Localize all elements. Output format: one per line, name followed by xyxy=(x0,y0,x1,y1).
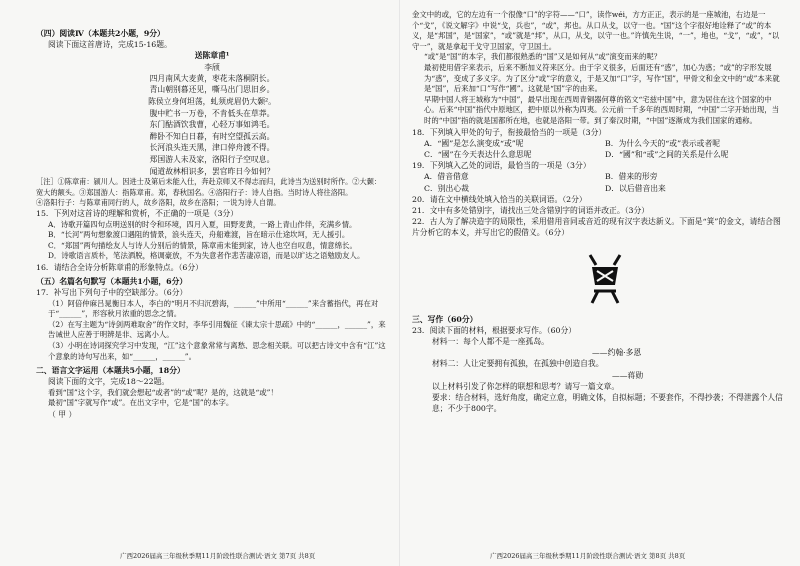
poem-line: 醉卧不知白日暮，有时空望孤云高。 xyxy=(149,131,275,141)
right-page-footer: 广西2026届高三年级秋季期11月阶段性联合测试·语文 第8页 共8页 xyxy=(490,552,686,560)
section2-title: 二、语言文字运用（本题共5小题，18分） xyxy=(36,366,185,376)
section2-intro: 阅读下面的文字，完成18～22题。 xyxy=(48,377,170,387)
q15-option-b: B．“长河”两句想象渡口遇阻的情景，浪头连天，舟船难渡，旨在暗示仕途坎坷，无人援引。 xyxy=(48,230,350,240)
poem-body xyxy=(36,73,388,177)
passage-line: 看到“国”这个字，我们就会想起“或者”的“或”呢？是的，这就是“或”！ xyxy=(48,387,278,397)
writing-requirements: 要求：结合材料，选好角度，确定立意，明确文体，自拟标题；不要套作，不得抄袭；不得泄露个人信息；不少于800字。 xyxy=(432,392,783,414)
poem-note: ［注］①陈章甫：颍川人。因进士及第后未能入仕，奔赴京师又不得志而归，此诗当为送别时所作。②大颡：宽大的额头。③郑国游人：指陈章甫。郑，春秋国名。④洛阳行子：诗人自指。当时诗人将往洛阳。 xyxy=(36,177,382,197)
poem-line: 青山朝别暮还见，嘶马出门思旧乡。 xyxy=(149,85,275,95)
q19-option-a: A．借音借意 xyxy=(424,172,469,182)
question-23: 23．阅读下面的材料，根据要求写作。（60分） xyxy=(412,325,577,335)
material-2-source: ——蒋勋 xyxy=(612,370,644,380)
q17-part-3: （3）小明在诗词探究学习中发现，“江”这个意象常常与离愁、思念相关联。可以把古诗文中含有“江”这个意象的诗句写出来，如“______，______”。 xyxy=(48,340,386,361)
q19-options-row xyxy=(412,183,786,194)
writing-prompt: 以上材料引发了你怎样的联想和思考？请写一篇文章。 xyxy=(432,381,620,391)
poem-line: 腹中贮书一万卷，不肯低头在草莽。 xyxy=(149,108,275,118)
q17-part-2: （2）在写主题为“诗剑两难取舍”的作文时，李华引用魏征《谏太宗十思疏》中的“______，______”，来告诫世人应善于明辨是非、远离小人。 xyxy=(48,319,386,340)
q18-options-row xyxy=(412,149,786,160)
passage-line: 最初“国”字就写作“或”。在出文字中，它是“国”的本字。 xyxy=(48,398,234,408)
poem-line: 东门酤酒饮我曹，心轻万事如鸿毛。 xyxy=(149,120,275,130)
question-21: 21．文中有多处错别字，请找出三处含错别字的词语并改正。（3分） xyxy=(412,205,650,215)
section5-title: （五）名篇名句默写（本题共1小题，6分） xyxy=(36,277,188,287)
question-15: 15．下列对这首诗的理解和赏析，不正确的一项是（3分） xyxy=(36,209,239,219)
q19-options-row xyxy=(412,171,786,182)
q18-option-b: B．为什么今天的“或”表示或者呢 xyxy=(605,138,721,148)
question-22: 22．古人为了解决造字的局限性，采用借用音同或音近的现有汉字表达新义。下面是“箕”的金文，请结合图片分析它的本义，并写出它的假借义。（6分） xyxy=(412,217,781,238)
poem-note: ④洛阳行子：与陈章甫同行的人，故乡洛阳，故乡在洛阳；一说为诗人自谓。 xyxy=(36,197,281,207)
q15-option-c: C．“郑国”两句描绘友人与诗人分别后的情景，陈章甫未能到家，诗人也空自叹息，情意绵长。 xyxy=(48,240,357,250)
poem-line: 郑国游人未及家，洛阳行子空叹息。 xyxy=(149,154,275,164)
passage-paragraph: 最初使用借字来表示，后来不断加义符来区分。由于字义很多，后面还有“惑”，加心为惑；“或”的字形发展为“惑”，变成了多义字。为了区分“或”字的意义，于是又加“口”字，写作“国”，甲骨文和金文中的“或”本来就是“国”，后来加“口”写作“國”。这就是“国”字的由来。 xyxy=(424,62,780,94)
section4-intro: 阅读下面这首唐诗，完成15-16题。 xyxy=(48,40,172,50)
question-20: 20．请在文中横线处填入恰当的关联词语。（2分） xyxy=(412,194,587,204)
poem-line: 四月南风大麦黄，枣花未落桐阴长。 xyxy=(149,73,275,83)
poem-line: 闻道故林相识多，罢官昨日今如何？ xyxy=(149,166,275,176)
passage-paragraph: 早期中国人将王城称为“中国”，最早出现在西周青铜器何尊的铭文“宅兹中国”中，意为居住在这个国家的中心。后来“中国”指代中原地区，把中原以外称为四夷。公元前一千多年的西周时期，“中国”二字开始出现，当时的“中国”指的就是国都所在地，也就是洛阳一带。到了秦汉时期，“中国”逐渐成为我们国家的通称。 xyxy=(424,94,780,125)
poem-title: 送陈章甫¹ xyxy=(194,51,230,61)
q17-part-1: （1）阿倍仲麻吕晁衡日本人，李白的“明月不归沉碧海，______”中所用“______”来含蓄指代，再在对于“______”，形容秋月浓重的思念之情。 xyxy=(48,298,379,319)
passage-paragraph: 金文中的或，它的左边有一个很像“口”的字符——“口”，读作wéi，方方正正，表示的是一座城池，右边是一个“戈”，《说文解字》中说“戈，兵也”，“或”，邦也。从口从戈，以守一也。“国”这个字很好地诠释了“或”的本义，是“邦国”，是“国家”，“或”就是“邦”，从口，从戈，以守一也。”许慎先生说，“一”，地也，“戈”，“或”，“以守一”，就是拿起干戈守卫国家，守卫国土。 xyxy=(412,10,780,51)
right-page xyxy=(400,0,800,566)
question-19: 19．下列填入乙处的词语，最恰当的一项是（3分） xyxy=(412,161,591,171)
q15-option-a: A．诗歌开篇四句点明送别的时令和环境，四月入夏，田野麦黄，一路上青山作伴，充满乡情。 xyxy=(48,219,357,229)
q19-option-d: D．以后借音出来 xyxy=(605,183,666,193)
q19-option-b: B．借来的形旁 xyxy=(605,172,658,182)
material-2: 材料二：人让定要拥有孤独，在孤独中创造自我。 xyxy=(432,359,604,369)
bronze-script-glyph-image xyxy=(584,251,626,307)
q18-option-d: D．“國”和“或”之间的关系是什么呢 xyxy=(605,149,729,159)
question-18: 18．下列填入甲处的句子，衔接最恰当的一项是（3分） xyxy=(412,127,607,137)
q18-option-c: C．“國”在今天表达什么意思呢 xyxy=(424,149,532,159)
blank-jia: （ 甲 ） xyxy=(48,409,77,419)
question-16: 16．请结合全诗分析陈章甫的形象特点。（6分） xyxy=(36,262,203,272)
question-17: 17．补写出下列句子中的空缺部分。（6分） xyxy=(36,288,188,298)
passage-paragraph: “或”是“国”的本字，我们都很熟悉的“国”又是如何从“或”演变而来的呢？ xyxy=(424,52,662,62)
material-1: 材料一：每个人都不是一座孤岛。 xyxy=(432,336,549,346)
section3-title: 三、写作（60分） xyxy=(412,314,478,324)
left-page-footer: 广西2026届高三年级秋季期11月阶段性联合测试·语文 第7页 共8页 xyxy=(120,552,316,560)
q19-option-c: C．别出心裁 xyxy=(424,183,469,193)
poem-author: 李颀 xyxy=(204,62,220,72)
q18-options-row xyxy=(412,138,786,149)
material-1-source: ——约翰·多恩 xyxy=(592,348,642,358)
section4-title: （四）阅读Ⅳ（本题共2小题，9分） xyxy=(36,29,165,38)
poem-line: 长河浪头连天黑，津口停舟渡不得。 xyxy=(149,143,275,153)
poem-line: 陈侯立身何坦荡，虬须虎眉仍大颡²。 xyxy=(148,97,276,106)
q15-option-d: D．诗歌语言质朴，笔法洒脱，格调豪放，不为失意者作悲苦凄凉语，而是以旷达之语勉励友人。 xyxy=(48,251,365,261)
q18-option-a: A．“國”是怎么演变成“或”呢 xyxy=(424,138,524,148)
